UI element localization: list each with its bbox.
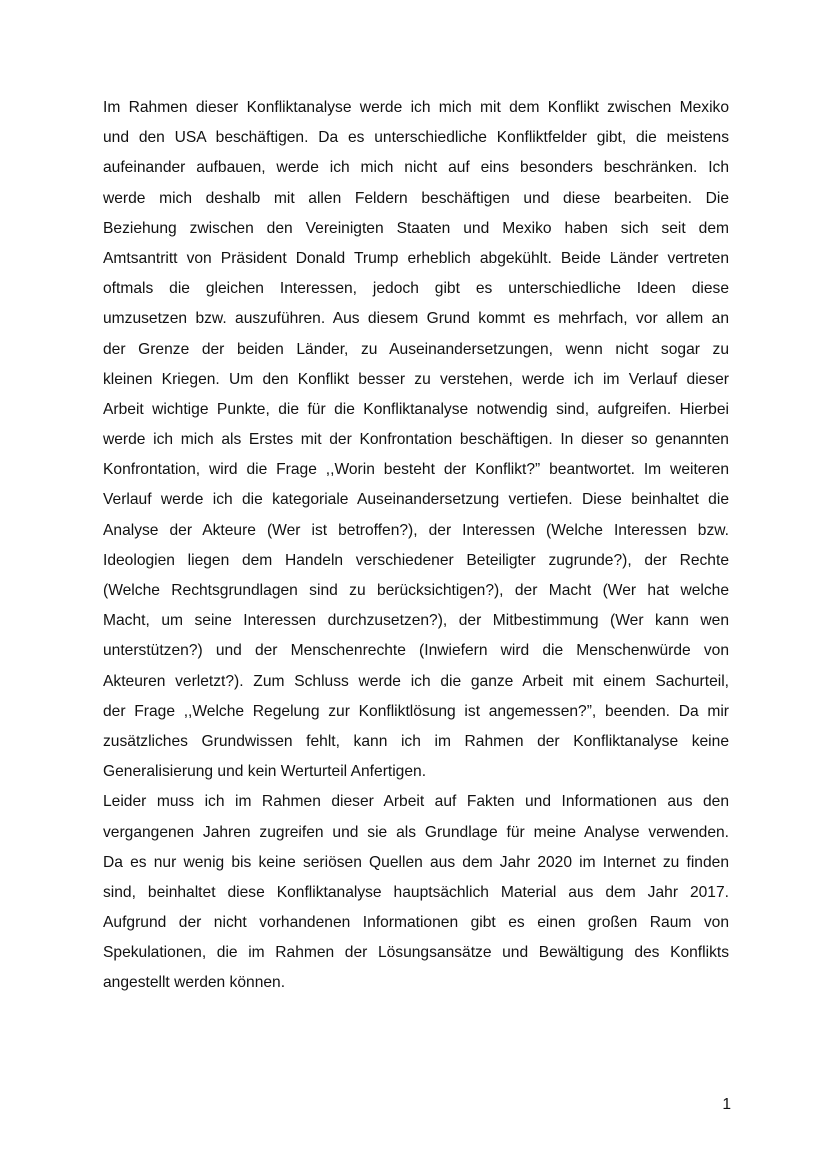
text-line: der Grenze der beiden Länder, zu Auseinandersetzungen, wenn nicht sogar zu xyxy=(103,340,729,358)
text-line: werde ich mich als Erstes mit der Konfrontation beschäftigen. In dieser so genannten xyxy=(103,431,729,449)
text-line: Arbeit wichtige Punkte, die für die Konfliktanalyse notwendig sind, aufgreifen. Hierbei xyxy=(103,400,729,418)
text-line: Amtsantritt von Präsident Donald Trump erheblich abgekühlt. Beide Länder vertreten xyxy=(103,249,729,267)
page-number: 1 xyxy=(722,1096,731,1113)
text-line: Da es nur wenig bis keine seriösen Quellen aus dem Jahr 2020 im Internet zu finden xyxy=(103,853,729,871)
body-text xyxy=(103,93,729,999)
text-line: angestellt werden können. xyxy=(103,974,286,992)
text-line: (Welche Rechtsgrundlagen sind zu berücksichtigen?), der Macht (Wer hat welche xyxy=(103,582,729,599)
text-line: umzusetzen bzw. auszuführen. Aus diesem Grund kommt es mehrfach, vor allem an xyxy=(103,310,729,328)
text-line: vergangenen Jahren zugreifen und sie als Grundlage für meine Analyse verwenden. xyxy=(103,823,729,841)
text-line: Verlauf werde ich die kategoriale Auseinandersetzung vertiefen. Diese beinhaltet die xyxy=(103,491,729,509)
text-line: Macht, um seine Interessen durchzusetzen?), der Mitbestimmung (Wer kann wen xyxy=(103,612,729,630)
text-line: werde mich deshalb mit allen Feldern beschäftigen und diese bearbeiten. Die xyxy=(103,189,729,207)
text-line: Aufgrund der nicht vorhandenen Informationen gibt es einen großen Raum von xyxy=(103,914,729,932)
text-line: sind, beinhaltet diese Konfliktanalyse hauptsächlich Material aus dem Jahr 2017. xyxy=(103,883,729,901)
text-line: aufeinander aufbauen, werde ich mich nicht auf eins besonders beschränken. Ich xyxy=(103,159,729,177)
text-line: Spekulationen, die im Rahmen der Lösungsansätze und Bewältigung des Konflikts xyxy=(103,944,729,962)
paragraph-sources xyxy=(103,787,729,998)
text-line: oftmals die gleichen Interessen, jedoch gibt es unterschiedliche Ideen diese xyxy=(103,280,729,298)
text-line: zusätzliches Grundwissen fehlt, kann ich im Rahmen der Konfliktanalyse keine xyxy=(103,732,729,750)
paragraph-intro xyxy=(103,93,729,787)
text-line: Beziehung zwischen den Vereinigten Staaten und Mexiko haben sich seit dem xyxy=(103,219,729,237)
text-line: unterstützen?) und der Menschenrechte (Inwiefern wird die Menschenwürde von xyxy=(103,642,729,660)
text-line: und den USA beschäftigen. Da es unterschiedliche Konfliktfelder gibt, die meistens xyxy=(103,129,729,147)
text-line: Akteuren verletzt?). Zum Schluss werde ich die ganze Arbeit mit einem Sachurteil, xyxy=(103,672,729,690)
text-line: Ideologien liegen dem Handeln verschiedener Beteiligter zugrunde?), der Rechte xyxy=(103,551,729,569)
text-line: Generalisierung und kein Werturteil Anfertigen. xyxy=(103,763,427,781)
text-line: kleinen Kriegen. Um den Konflikt besser zu verstehen, werde ich im Verlauf dieser xyxy=(103,370,729,388)
text-line: der Frage ,,Welche Regelung zur Konfliktlösung ist angemessen?”, beenden. Da mir xyxy=(103,702,729,720)
text-line: Leider muss ich im Rahmen dieser Arbeit auf Fakten und Informationen aus den xyxy=(103,793,729,811)
text-line: Im Rahmen dieser Konfliktanalyse werde ich mich mit dem Konflikt zwischen Mexiko xyxy=(103,99,729,116)
text-line: Analyse der Akteure (Wer ist betroffen?), der Interessen (Welche Interessen bzw. xyxy=(103,521,729,539)
text-line: Konfrontation, wird die Frage ,,Worin besteht der Konflikt?” beantwortet. Im weiteren xyxy=(103,461,729,479)
